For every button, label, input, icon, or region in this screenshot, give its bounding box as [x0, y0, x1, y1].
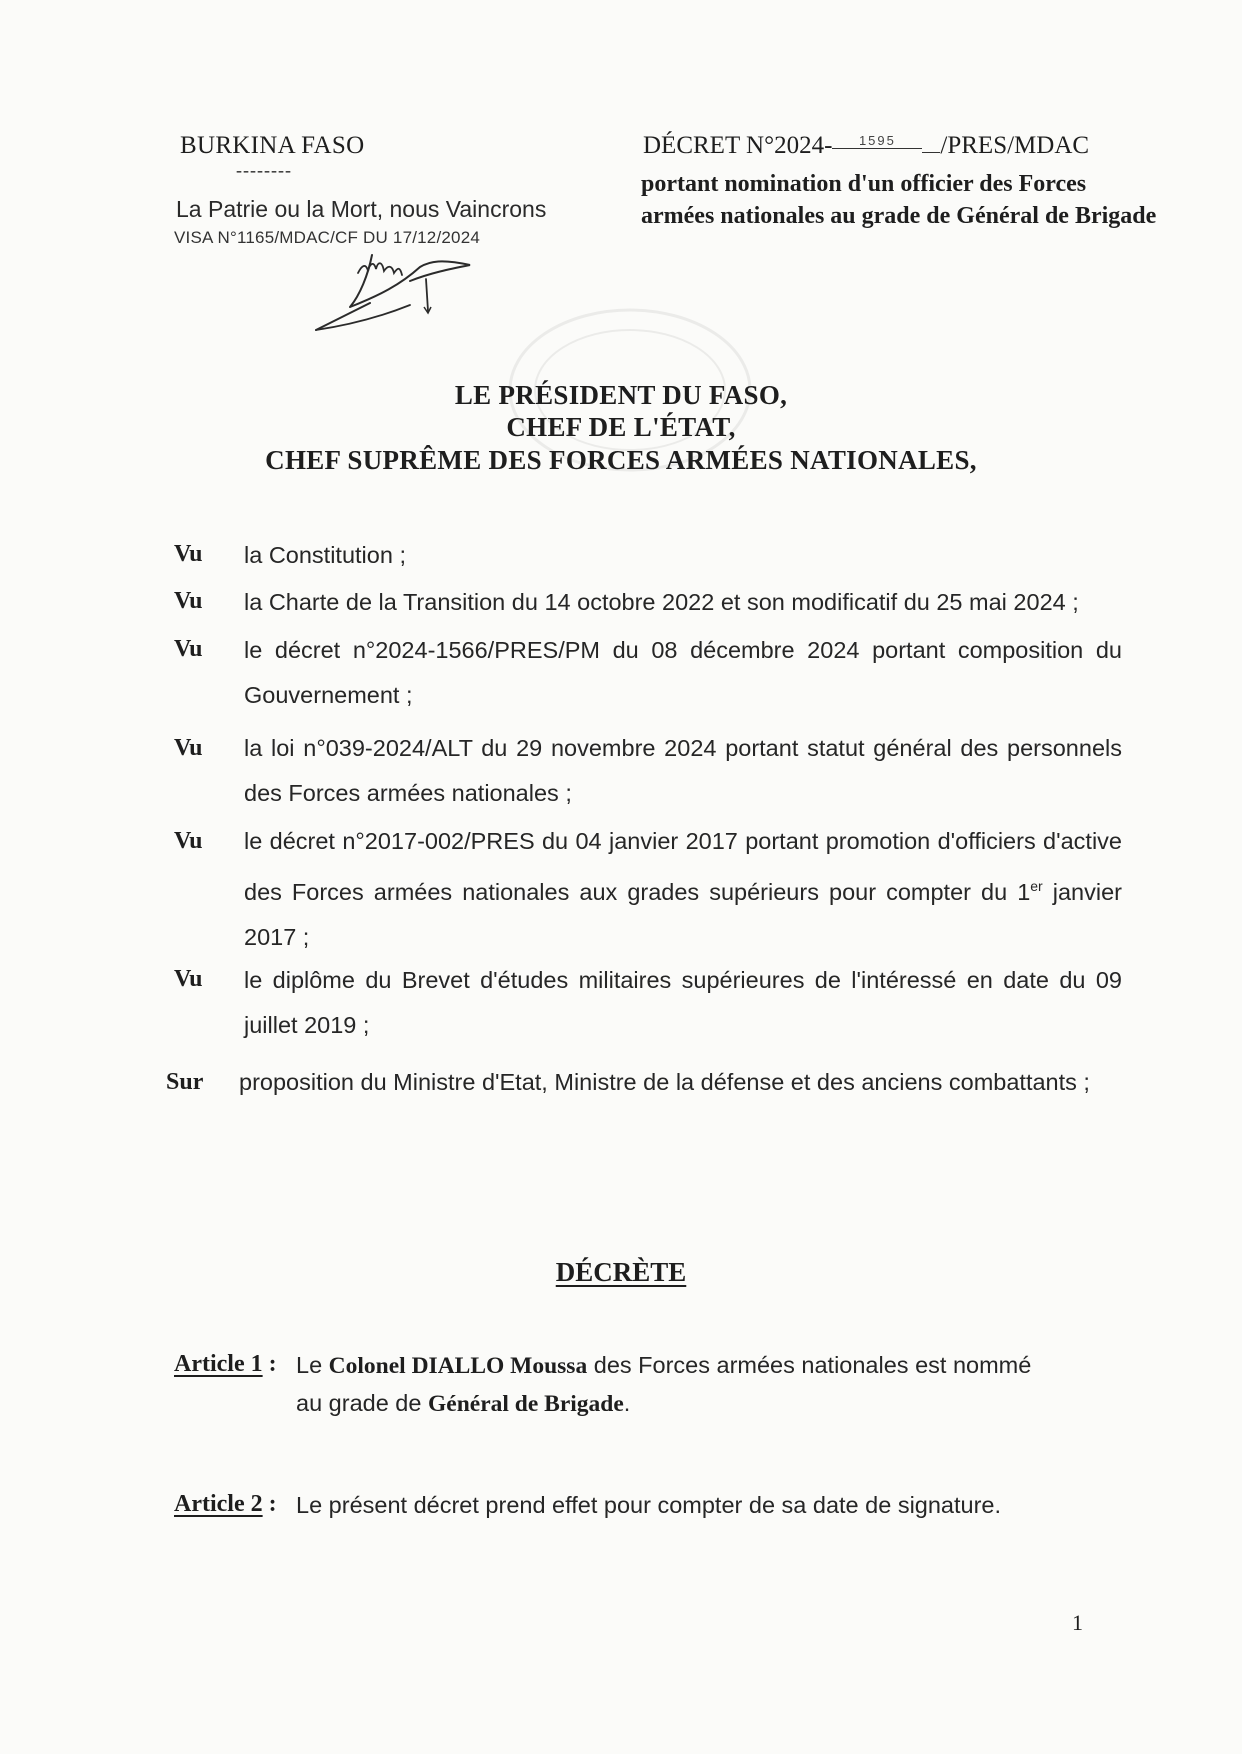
decree-suffix: /PRES/MDAC — [940, 132, 1090, 159]
president-title-line-2: CHEF DE L'ÉTAT, — [506, 412, 736, 442]
consideration-label: Sur — [166, 1069, 204, 1095]
article-colon: : — [262, 1491, 277, 1517]
consideration-label: Vu — [174, 636, 203, 662]
decree-number — [643, 132, 1089, 160]
national-motto: La Patrie ou la Mort, nous Vaincrons — [176, 196, 547, 222]
consideration-label: Vu — [174, 588, 203, 614]
article-text-part: au grade de — [296, 1390, 428, 1416]
officer-name: Colonel DIALLO Moussa — [328, 1353, 588, 1379]
new-grade: Général de Brigade — [427, 1391, 624, 1417]
article-text-part: . — [623, 1390, 631, 1416]
decree-heading-text: DÉCRÈTE — [555, 1257, 687, 1287]
separator-dashes: -------- — [236, 160, 292, 180]
article-label — [174, 1351, 277, 1378]
article-2-label: Article 2 — [174, 1491, 263, 1517]
decree-number-handwritten: 1595 — [832, 133, 922, 149]
article-1-text-line-1 — [296, 1352, 1031, 1380]
decree-prefix: DÉCRET N°2024- — [643, 132, 833, 159]
article-colon: : — [262, 1351, 277, 1377]
superscript: er — [1030, 878, 1043, 894]
president-title-line-3: CHEF SUPRÊME DES FORCES ARMÉES NATIONALES, — [265, 445, 977, 475]
decree-number-blank — [922, 152, 940, 153]
consideration-text: la Charte de la Transition du 14 octobre 2022 et son modificatif du 25 mai 2024 ; — [244, 589, 1079, 615]
handwritten-signature — [310, 245, 480, 335]
consideration-text-part: le décret n°2017-002/PRES du 04 janvier 2017 portant promotion d'officiers d'active des Forces armées nationales aux grades supérieurs pour compter du 1 — [244, 828, 1122, 905]
consideration-text: la Constitution ; — [244, 542, 406, 568]
page-number: 1 — [1072, 1610, 1083, 1635]
article-1-text-line-2 — [296, 1390, 630, 1418]
article-text-part: Le — [296, 1352, 329, 1378]
consideration-text-part: janvier 2017 ; — [244, 878, 1122, 950]
article-label — [174, 1491, 277, 1518]
consideration-label: Vu — [174, 966, 203, 992]
consideration-text: le diplôme du Brevet d'études militaires supérieures de l'intéressé en date du 09 juillet 2019 ; — [244, 967, 1122, 1038]
visa-reference: VISA N°1165/MDAC/CF DU 17/12/2024 — [174, 228, 481, 247]
consideration-text: le décret n°2024-1566/PRES/PM du 08 décembre 2024 portant composition du Gouvernement ; — [244, 637, 1122, 708]
article-text-part: des Forces armées nationales est nommé — [587, 1352, 1032, 1378]
consideration-text: la loi n°039-2024/ALT du 29 novembre 2024 portant statut général des personnels des Forces armées nationales ; — [244, 735, 1122, 806]
decree-object: portant nomination d'un officier des Forces armées nationales au grade de Général de Brigade — [641, 171, 1157, 229]
president-title-line-1: LE PRÉSIDENT DU FASO, — [454, 380, 788, 410]
article-1-label: Article 1 — [174, 1351, 263, 1377]
consideration-label: Vu — [174, 541, 203, 567]
article-2-text: Le présent décret prend effet pour compter de sa date de signature. — [296, 1492, 1002, 1518]
consideration-label: Vu — [174, 735, 203, 761]
consideration-text — [244, 819, 1122, 960]
consideration-label: Vu — [174, 828, 203, 854]
country-name: BURKINA FASO — [180, 132, 365, 159]
decree-heading — [0, 1257, 1242, 1288]
consideration-text: proposition du Ministre d'Etat, Ministre de la défense et des anciens combattants ; — [239, 1069, 1090, 1095]
